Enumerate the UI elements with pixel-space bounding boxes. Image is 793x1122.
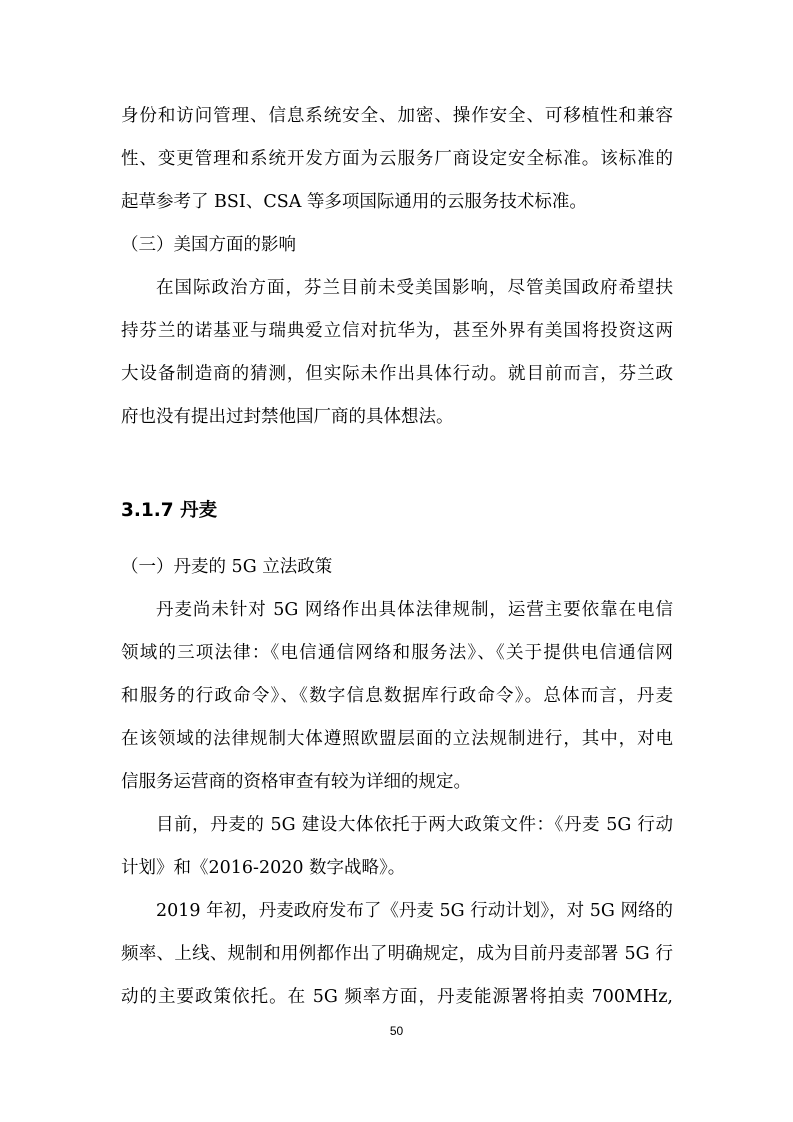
paragraph-line: 府也没有提出过封禁他国厂商的具体想法。 bbox=[121, 407, 454, 427]
paragraph-line: 大设备制造商的猜测，但实际未作出具体行动。就目前而言，芬兰政 bbox=[121, 364, 673, 384]
paragraph-line: 起草参考了 BSI、CSA 等多项国际通用的云服务技术标准。 bbox=[121, 192, 587, 212]
paragraph-line: 身份和访问管理、信息系统安全、加密、操作安全、可移植性和兼容 bbox=[121, 106, 673, 126]
paragraph-line: 性、变更管理和系统开发方面为云服务厂商设定安全标准。该标准的 bbox=[121, 149, 673, 169]
paragraph-line: 丹麦尚未针对 5G 网络作出具体法律规制，运营主要依靠在电信 bbox=[156, 600, 673, 620]
paragraph-line: 领域的三项法律：《电信通信网络和服务法》、《关于提供电信通信网 bbox=[121, 643, 673, 663]
paragraph-line: 信服务运营商的资格审查有较为详细的规定。 bbox=[121, 772, 471, 792]
section-title: 3.1.7 丹麦 bbox=[121, 500, 218, 521]
paragraph-line: 持芬兰的诺基亚与瑞典爱立信对抗华为，甚至外界有美国将投资这两 bbox=[121, 321, 673, 341]
paragraph-line: 动的主要政策依托。在 5G 频率方面，丹麦能源署将拍卖 700MHz, bbox=[121, 987, 673, 1007]
paragraph-line: 目前，丹麦的 5G 建设大体依托于两大政策文件：《丹麦 5G 行动 bbox=[156, 815, 673, 835]
paragraph-line: 计划》和《2016-2020 数字战略》。 bbox=[121, 858, 406, 878]
paragraph-line: 2019 年初，丹麦政府发布了《丹麦 5G 行动计划》，对 5G 网络的 bbox=[156, 901, 673, 921]
paragraph-line: 和服务的行政命令》、《数字信息数据库行政命令》。总体而言，丹麦 bbox=[121, 686, 673, 706]
paragraph-line: 在国际政治方面，芬兰目前未受美国影响，尽管美国政府希望扶 bbox=[156, 278, 673, 298]
subheading: （一）丹麦的 5G 立法政策 bbox=[121, 557, 333, 577]
paragraph-line: 在该领域的法律规制大体遵照欧盟层面的立法规制进行，其中，对电 bbox=[121, 729, 673, 749]
paragraph-line: 频率、上线、规制和用例都作出了明确规定，成为目前丹麦部署 5G 行 bbox=[121, 944, 673, 964]
subheading: （三）美国方面的影响 bbox=[121, 235, 296, 255]
page-number: 50 bbox=[389, 1024, 404, 1038]
